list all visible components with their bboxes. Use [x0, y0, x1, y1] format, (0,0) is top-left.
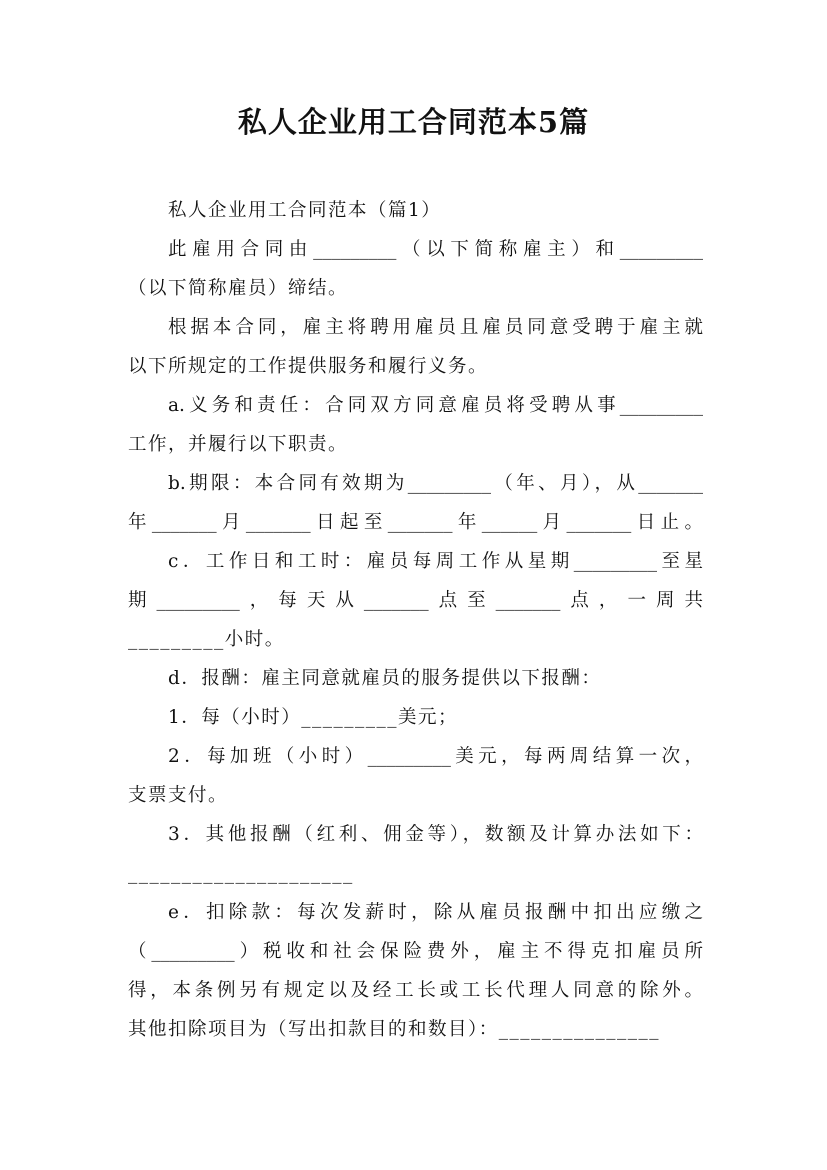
paragraph-line: c．工作日和工时：雇员每周工作从星期_________至星 [168, 551, 703, 572]
paragraph-line: e．扣除款：每次发薪时，除从雇员报酬中扣出应缴之 [168, 902, 703, 923]
paragraph-line: （以下简称雇员）缔结。 [128, 278, 349, 299]
paragraph-line: b.期限：本合同有效期为_________（年、月），从_______ [168, 473, 703, 494]
paragraph-line: 其他扣除项目为（写出扣款目的和数目）：_______________ [128, 1019, 661, 1040]
paragraph-line: 3．其他报酬（红利、佣金等），数额及计算办法如下： [168, 824, 703, 845]
paragraph-line: 以下所规定的工作提供服务和履行义务。 [128, 356, 489, 377]
paragraph-line: 得，本条例另有规定以及经工长或工长代理人同意的除外。 [128, 980, 703, 1001]
paragraph-line: 此雇用合同由_________（以下简称雇主）和_________ [168, 239, 703, 260]
paragraph-line: （_________）税收和社会保险费外，雇主不得克扣雇员所 [128, 941, 703, 962]
paragraph-line: _________小时。 [128, 629, 285, 650]
paragraph-line: 根据本合同，雇主将聘用雇员且雇员同意受聘于雇主就 [168, 317, 703, 338]
paragraph-line: 工作，并履行以下职责。 [128, 434, 349, 455]
paragraph-line: _____________________ [128, 863, 354, 884]
paragraph-line: 支票支付。 [128, 785, 229, 806]
paragraph-line: 1．每（小时）_________美元； [168, 707, 459, 728]
paragraph-line: 2．每加班（小时）_________美元，每两周结算一次， [168, 746, 703, 767]
paragraph-line: 年_______月_______日起至_______年______月_______日止。 [128, 512, 703, 533]
document-title: 私人企业用工合同范本5篇 [237, 105, 590, 139]
section-heading: 私人企业用工合同范本（篇1） [168, 200, 442, 221]
paragraph-line: a.义务和责任：合同双方同意雇员将受聘从事_________ [168, 395, 703, 416]
paragraph-line: 期_________，每天从_______点至_______点，一周共 [128, 590, 703, 611]
paragraph-line: d．报酬：雇主同意就雇员的服务提供以下报酬： [168, 668, 602, 689]
